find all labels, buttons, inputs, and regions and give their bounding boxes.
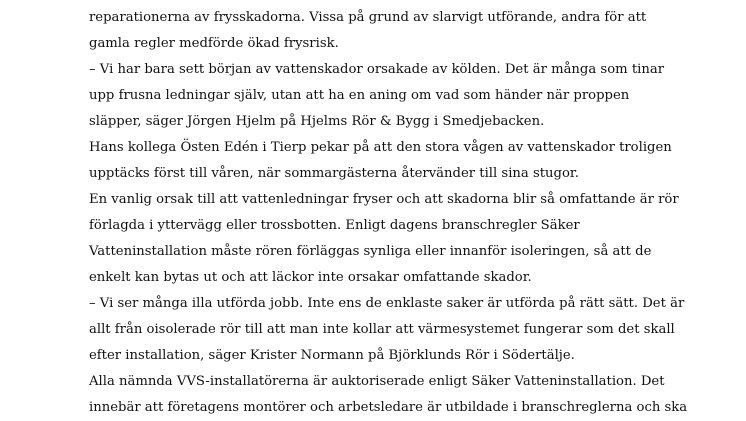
text-line: upp frusna ledningar själv, utan att ha en aning om vad som händer när proppen xyxy=(89,88,630,103)
text-line: allt från oisolerade rör till att man inte kollar att värmesystemet fungerar som det skall xyxy=(89,322,675,337)
text-line: reparationerna av frysskadorna. Vissa på grund av slarvigt utförande, andra för att xyxy=(89,10,647,25)
text-line: Vatteninstallation måste rören förläggas synliga eller innanför isoleringen, så att de xyxy=(89,244,652,259)
text-line: enkelt kan bytas ut och att läckor inte orsakar omfattande skador. xyxy=(89,270,532,285)
article-body xyxy=(89,5,689,421)
text-line: släpper, säger Jörgen Hjelm på Hjelms Rör & Bygg i Smedjebacken. xyxy=(89,114,545,129)
text-line: upptäcks först till våren, när sommargästerna återvänder till sina stugor. xyxy=(89,166,579,181)
text-line: innebär att företagens montörer och arbetsledare är utbildade i branschreglerna och ska xyxy=(89,400,688,415)
text-line: Hans kollega Östen Edén i Tierp pekar på att den stora vågen av vattenskador troligen xyxy=(89,140,672,155)
text-line: Alla nämnda VVS-installatörerna är auktoriserade enligt Säker Vatteninstallation. Det xyxy=(89,374,665,389)
text-line: gamla regler medförde ökad frysrisk. xyxy=(89,36,339,51)
text-line: förlagda i yttervägg eller trossbotten. Enligt dagens branschregler Säker xyxy=(89,218,580,233)
text-line: – Vi har bara sett början av vattenskador orsakade av kölden. Det är många som tinar xyxy=(89,62,665,77)
text-line: efter installation, säger Krister Normann på Björklunds Rör i Södertälje. xyxy=(89,348,575,363)
text-line: En vanlig orsak till att vattenledningar fryser och att skadorna blir så omfattande är rör xyxy=(89,192,679,207)
text-line: – Vi ser många illa utförda jobb. Inte ens de enklaste saker är utförda på rätt sätt. Det är xyxy=(89,296,685,311)
